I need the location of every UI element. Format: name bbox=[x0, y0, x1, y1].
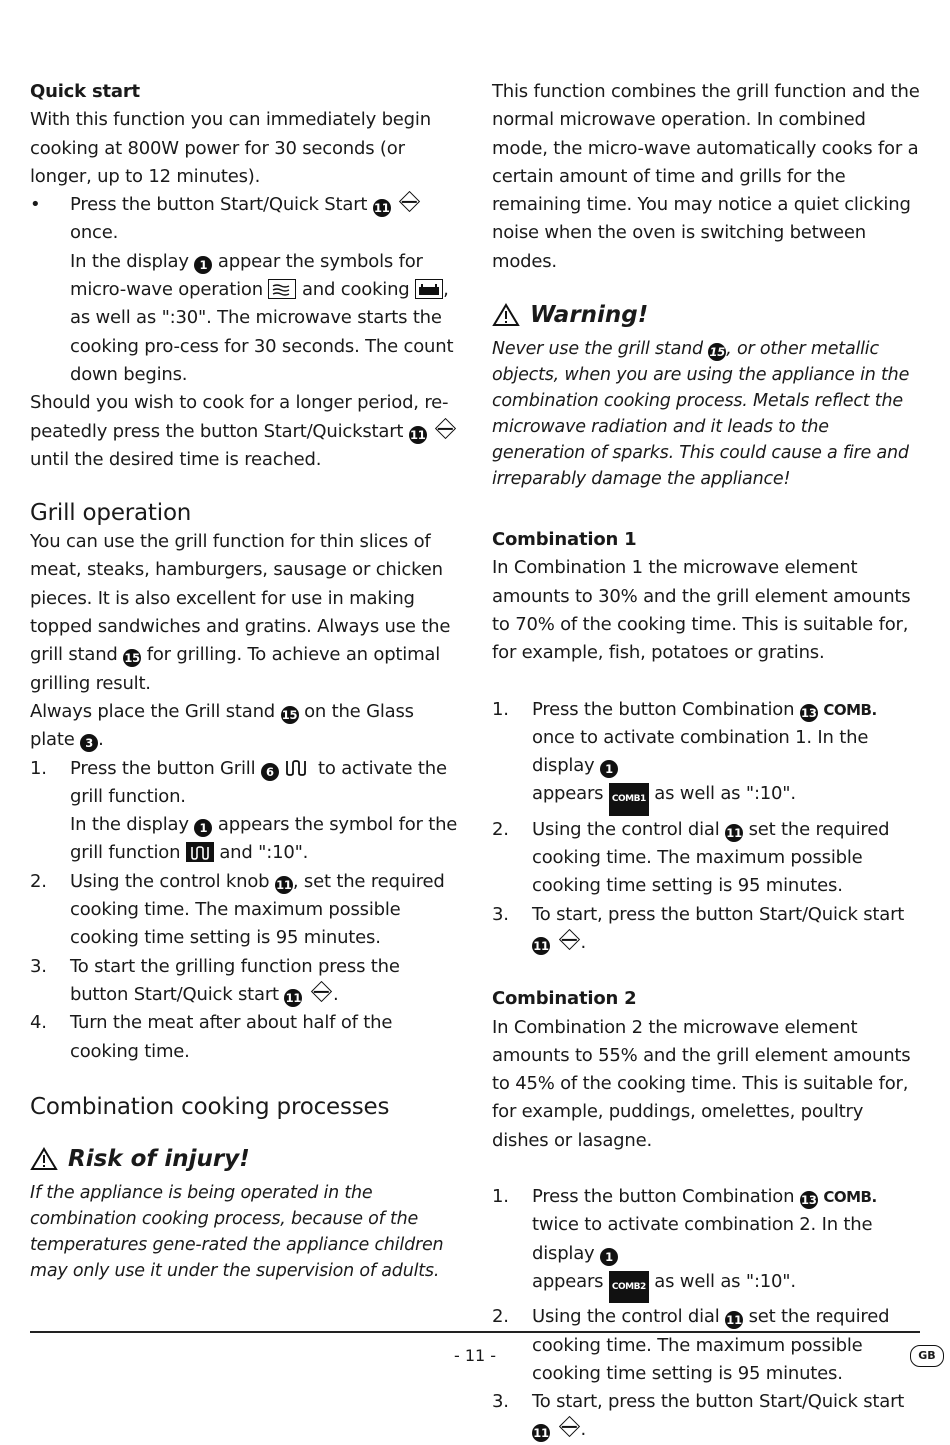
number-13-icon: 13 bbox=[801, 705, 817, 720]
start-diamond-icon bbox=[435, 417, 456, 438]
list-item: 3. To start, press the button Start/Quick start 11 . bbox=[492, 903, 905, 953]
list-item: 3. To start, press the button Start/Quick start 11 . bbox=[492, 1391, 905, 1441]
number-15-icon: 15 bbox=[124, 651, 140, 666]
number-3-icon: 3 bbox=[80, 734, 98, 752]
list-item: 1. Press the button Combination 13 COMB. twice to activate combination 2. In the display 1 appears COMB2 as well as ":10". bbox=[492, 1183, 924, 1303]
grill-paragraph: You can use the grill function for thin slices of meat, steaks, hamburgers, sausage or chicken pieces. It is also excellent for use in making topped sandwiches and gratins. Always use the grill stand 15 for grilling. To achieve an optimal grilling result. bbox=[30, 531, 451, 694]
start-diamond-icon bbox=[311, 981, 332, 1002]
start-diamond-icon bbox=[558, 1416, 579, 1437]
grill-heading: Grill operation bbox=[30, 500, 192, 527]
combination-2-heading: Combination 2 bbox=[492, 988, 637, 1010]
combination-1-text: In Combination 1 the microwave element amounts to 30% and the grill element amounts to 70% of the cooking time. This is suitable for, for example, fish, potatoes or gratins. bbox=[492, 557, 911, 664]
list-item: 1. Press the button Combination 13 COMB. once to activate combination 1. In the display 1 appears COMB1 as well as ":10". bbox=[492, 696, 924, 816]
number-11-icon: 11 bbox=[726, 825, 742, 840]
list-item: 2. Using the control knob 11, set the required cooking time. The maximum possible cooking time setting is 95 minutes. bbox=[30, 870, 445, 949]
language-badge: GB bbox=[910, 1345, 944, 1367]
warning-triangle-icon bbox=[30, 1147, 58, 1171]
cooking-icon bbox=[415, 279, 443, 299]
number-1-icon: 1 bbox=[600, 760, 618, 778]
list-item: 2. Using the control dial 11 set the required cooking time. The maximum possible cooking time setting is 95 minutes. bbox=[492, 818, 890, 897]
number-11-icon: 11 bbox=[285, 990, 302, 1005]
number-1-icon: 1 bbox=[600, 1248, 618, 1266]
start-diamond-icon bbox=[399, 191, 420, 212]
number-1-icon: 1 bbox=[194, 819, 212, 837]
warning-triangle-icon bbox=[492, 303, 520, 327]
number-6-icon: 6 bbox=[261, 763, 279, 781]
footer-divider bbox=[30, 1331, 920, 1333]
number-13-icon: 13 bbox=[801, 1193, 817, 1208]
quick-start-intro: With this function you can immediately begin cooking at 800W power for 30 seconds (or longer, up to 12 minutes). bbox=[30, 109, 431, 187]
comb2-display-icon: COMB2 bbox=[609, 1271, 649, 1303]
comb-label: COMB. bbox=[823, 1188, 877, 1207]
number-15-icon: 15 bbox=[709, 345, 726, 360]
combination-intro: This function combines the grill function and the normal microwave operation. In combined mode, the micro-wave automatically cooks for a certain amount of time and grills for the remaining time. You may notice a quiet clicking noise when the oven is switching between modes. bbox=[492, 81, 920, 272]
number-11-icon: 11 bbox=[533, 938, 549, 953]
number-11-icon: 11 bbox=[409, 427, 426, 442]
list-item: 2. Using the control dial 11 set the required cooking time. The maximum possible cooking time setting is 95 minutes. bbox=[492, 1306, 890, 1384]
list-item: 1. Press the button Grill 6 to activate the grill function. In the display 1 appears the symbol for the grill function and ":10". bbox=[30, 757, 458, 864]
grill-icon bbox=[284, 759, 312, 777]
quick-start-tail: Should you wish to cook for a longer period, re-peatedly press the button Start/Quickstart 11 until the desired time is reached. bbox=[30, 389, 460, 474]
number-11-icon: 11 bbox=[726, 1313, 742, 1328]
comb-label: COMB. bbox=[823, 700, 877, 719]
bullet: • bbox=[30, 194, 41, 216]
list-item: • Press the button Start/Quick Start 11 once. In the display 1 appear the symbols for micro-wave operation and cooking , as well as ":30". The microwave starts the cooking pro-cess for 30 seconds. The count down begins. bbox=[30, 191, 460, 389]
warning-heading: Warning! bbox=[492, 300, 924, 330]
quick-start-heading: Quick start bbox=[30, 81, 140, 102]
number-15-icon: 15 bbox=[281, 707, 298, 722]
microwave-icon bbox=[268, 279, 296, 299]
start-diamond-icon bbox=[558, 929, 579, 950]
grill-paragraph-2: Always place the Grill stand 15 on the Glass plate 3 . bbox=[30, 700, 414, 751]
risk-text: If the appliance is being operated in the combination cooking process, because of the temperatures gene-rated the appliance children may only use it under the supervision of adults. bbox=[30, 1182, 444, 1281]
grill-display-icon bbox=[186, 842, 214, 862]
page-number: - 11 - bbox=[453, 1346, 497, 1365]
number-11-icon: 11 bbox=[276, 877, 292, 892]
warning-text: Never use the grill stand 15, or other metallic objects, when you are using the appliance in the combination cooking process. Metals reflect the microwave radiation and it leads to the generation of sparks. This could cause a fire and irreparably damage the appliance! bbox=[492, 339, 910, 490]
right-column bbox=[492, 74, 924, 1445]
combination-heading: Combination cooking processes bbox=[30, 1093, 390, 1120]
number-11-icon: 11 bbox=[374, 201, 390, 216]
number-11-icon: 11 bbox=[533, 1426, 549, 1441]
number-1-icon: 1 bbox=[194, 256, 212, 274]
combination-2-text: In Combination 2 the microwave element amounts to 55% and the grill element amounts to 45% of the cooking time. This is suitable for, for example, puddings, omelettes, poultry dishes or lasagne. bbox=[492, 1016, 911, 1151]
comb1-display-icon: COMB1 bbox=[609, 783, 649, 815]
combination-1-heading: Combination 1 bbox=[492, 529, 637, 551]
list-item: 4. Turn the meat after about half of the cooking time. bbox=[30, 1012, 393, 1062]
list-item: 3. To start the grilling function press the button Start/Quick start 11 . bbox=[30, 955, 400, 1005]
risk-heading: Risk of injury! bbox=[30, 1144, 460, 1174]
left-column bbox=[30, 74, 460, 1284]
